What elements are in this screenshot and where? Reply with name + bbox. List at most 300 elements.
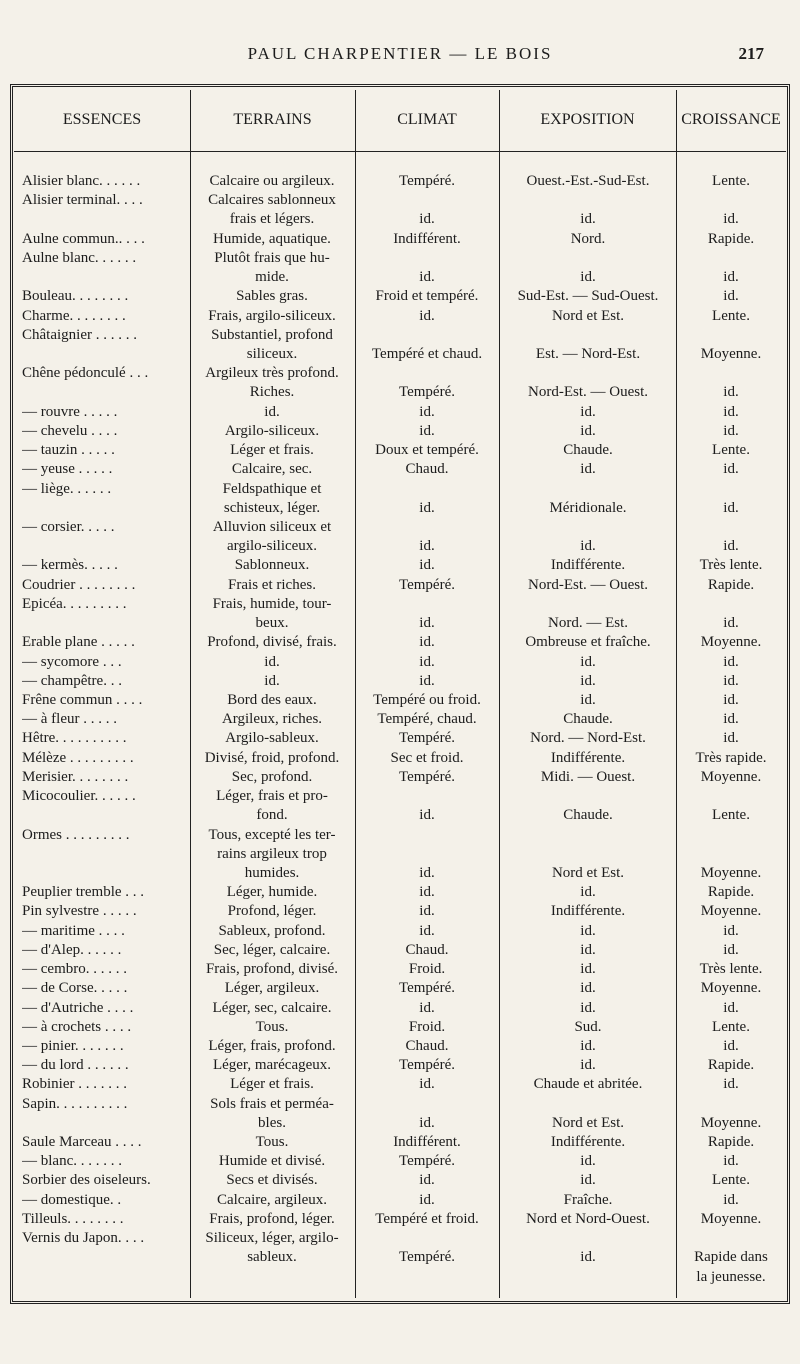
page-header [0,44,800,74]
essence-cell: — rouvre . . . . . [22,403,118,420]
terrain-cell: Substantiel, profond [211,326,333,343]
croissance-cell: Moyenne. [700,980,762,997]
croissance-cell: id. [723,1153,739,1170]
table-row [0,1056,800,1075]
terrain-cell: bles. [258,1114,286,1131]
terrain-cell: Léger, sec, calcaire. [212,999,332,1016]
table-row [0,633,800,652]
table-row [0,1114,800,1133]
croissance-cell: Très lente. [699,961,763,977]
exposition-cell: Nord-Est. — Ouest. [528,384,648,401]
terrain-cell: Bord des eaux. [227,691,317,708]
croissance-cell: id. [723,999,739,1016]
climat-cell: id. [419,269,435,286]
essence-cell: — sycomore . . . [22,653,122,670]
table-row [0,345,800,364]
croissance-cell: id. [723,711,739,728]
table-row [0,230,800,249]
climat-cell: id. [419,864,435,881]
essence-cell: — corsier. . . . . [22,519,115,535]
climat-cell: id. [419,1076,435,1093]
essence-cell: — à fleur . . . . . [22,711,117,728]
table-row [0,1210,800,1229]
essence-cell: Vernis du Japon. . . . [22,1230,145,1247]
terrain-cell: Divisé, froid, profond. [204,749,340,766]
terrain-cell: Plutôt frais que hu- [214,249,330,266]
essence-cell: Robinier . . . . . . . [22,1076,127,1093]
terrain-cell: sableux. [247,1249,297,1266]
climat-cell: id. [419,653,435,670]
croissance-cell: Moyenne. [700,634,762,651]
essence-cell: Alisier blanc. . . . . . [22,173,141,189]
terrain-cell: Calcaire ou argileux. [209,173,335,189]
table-row [0,806,800,825]
climat-cell: Tempéré. [398,730,455,747]
table-row [0,960,800,979]
essence-cell: — liège. . . . . . [22,480,112,497]
exposition-cell: id. [580,269,596,286]
terrain-cell: mide. [255,269,289,286]
croissance-cell: Rapide. [707,576,755,593]
climat-cell: id. [419,807,435,824]
climat-cell: Chaud. [405,1037,449,1054]
table-row [0,749,800,768]
terrain-cell: Frais, humide, tour- [212,595,332,612]
essence-cell: — yeuse . . . . . [22,461,113,478]
climat-cell: id. [419,1114,435,1131]
terrain-cell: Calcaire, sec. [231,461,313,478]
essence-cell: Châtaignier . . . . . . [22,326,137,343]
essence-cell: Chêne pédonculé . . . [22,365,149,382]
essence-cell: Alisier terminal. . . . [22,192,143,209]
table-row [0,710,800,729]
croissance-cell: id. [723,653,739,670]
exposition-cell: id. [580,422,596,439]
table-row [0,1075,800,1094]
table-row [0,441,800,460]
table-row [0,1018,800,1037]
climat-cell: id. [419,1191,435,1208]
terrain-cell: Feldspathique et [222,480,322,497]
climat-cell: id. [419,1172,435,1189]
essence-cell: Saule Marceau . . . . [22,1134,142,1150]
croissance-cell: id. [723,461,739,478]
table-row [0,653,800,672]
essence-cell: Charme. . . . . . . . [22,307,126,324]
table-row [0,576,800,595]
table-row [0,307,800,326]
exposition-cell: Nord-Est. — Ouest. [528,576,648,593]
climat-cell: Tempéré ou froid. [373,691,481,708]
table-row [0,383,800,402]
table-row [0,191,800,210]
exposition-cell: Nord et Nord-Ouest. [526,1210,650,1227]
essence-cell: — blanc. . . . . . . [22,1153,122,1170]
exposition-cell: Chaude. [563,807,613,824]
essence-cell: — à crochets . . . . [22,1018,132,1035]
terrain-cell: Léger, humide. [226,884,318,901]
croissance-cell: Lente. [712,442,750,459]
table-row [0,691,800,710]
exposition-cell: id. [580,461,596,478]
exposition-cell: Indifférente. [550,903,626,920]
exposition-cell: Fraîche. [563,1191,613,1208]
table-row [0,499,800,518]
table-row [0,1171,800,1190]
table-row [0,1191,800,1210]
table-row [0,864,800,883]
table-row [0,1095,800,1114]
essence-cell: Coudrier . . . . . . . . [22,576,136,593]
table-row [0,518,800,537]
terrain-cell: Sols frais et perméa- [210,1095,334,1112]
table-row [0,268,800,287]
essence-cell: Bouleau. . . . . . . . [22,288,129,305]
croissance-cell: Lente. [712,307,750,324]
croissance-cell: Moyenne. [700,1210,762,1227]
terrain-cell: Secs et divisés. [226,1172,318,1189]
terrain-cell: Tous. [255,1018,289,1035]
terrain-cell: frais et légers. [229,211,315,228]
table-row [0,249,800,268]
essence-cell: Aulne blanc. . . . . . [22,249,137,266]
column-header-essences: ESSENCES [62,111,142,128]
exposition-cell: id. [580,1172,596,1189]
terrain-cell: Léger, argileux. [224,980,320,997]
column-header-terrains: TERRAINS [233,111,312,128]
croissance-cell: id. [723,288,739,305]
croissance-cell: Rapide. [707,1057,755,1074]
essence-cell: — pinier. . . . . . . [22,1037,124,1054]
climat-cell: Indifférent. [393,230,461,247]
croissance-cell: Rapide dans [694,1249,768,1266]
exposition-cell: id. [580,980,596,997]
exposition-cell: Midi. — Ouest. [540,768,636,785]
exposition-cell: id. [580,1153,596,1170]
table-row [0,326,800,345]
terrain-cell: Humide, aquatique. [213,230,331,247]
terrain-cell: humides. [244,864,300,881]
croissance-cell: id. [723,1191,739,1208]
table-row [0,1248,800,1267]
croissance-cell: Moyenne. [700,1114,762,1131]
climat-cell: id. [419,557,435,574]
croissance-cell: la jeunesse. [696,1268,766,1285]
climat-cell: Tempéré. [398,384,455,401]
climat-cell: Tempéré. [398,1153,455,1170]
table-row [0,460,800,479]
climat-cell: Tempéré. [398,1249,455,1266]
table-row [0,845,800,864]
croissance-cell: Rapide. [707,230,755,247]
terrain-cell: id. [264,672,280,689]
climat-cell: Tempéré. [398,576,455,593]
climat-cell: Tempéré. [398,1057,455,1074]
table-row [0,826,800,845]
croissance-cell: id. [723,499,739,516]
climat-cell: Tempéré. [398,768,455,785]
terrain-cell: Sec, profond. [231,768,313,785]
terrain-cell: Léger et frais. [230,1076,314,1093]
exposition-cell: Ouest.-Est.-Sud-Est. [526,173,650,189]
table-row [0,1268,800,1287]
essence-cell: Pin sylvestre . . . . . [22,903,137,920]
croissance-cell: id. [723,730,739,747]
table-row [0,210,800,229]
essence-cell: — cembro. . . . . . [22,961,127,977]
terrain-cell: Profond, léger. [227,903,317,920]
table-row [0,902,800,921]
table-row [0,1229,800,1248]
climat-cell: id. [419,903,435,920]
essence-cell: — champêtre. . . [22,672,122,689]
exposition-cell: id. [580,403,596,420]
croissance-cell: id. [723,422,739,439]
table-row [0,614,800,633]
climat-cell: Indifférent. [393,1134,461,1150]
croissance-cell: Lente. [712,1172,750,1189]
exposition-cell: Nord. — Nord-Est. [530,730,646,747]
terrain-cell: argilo-siliceux. [226,538,318,555]
terrain-cell: schisteux, léger. [223,499,321,516]
table-row [0,287,800,306]
essence-cell: Merisier. . . . . . . . [22,768,129,785]
table-row [0,364,800,383]
croissance-cell: id. [723,538,739,555]
exposition-cell: id. [580,922,596,939]
essence-cell: Ormes . . . . . . . . . [22,826,130,843]
croissance-cell: Très lente. [699,557,763,574]
croissance-cell: id. [723,211,739,228]
essence-cell: Peuplier tremble . . . [22,884,145,901]
croissance-cell: id. [723,269,739,286]
climat-cell: id. [419,884,435,901]
croissance-cell: id. [723,1076,739,1093]
croissance-cell: Moyenne. [700,903,762,920]
climat-cell: Froid. [408,1018,446,1035]
climat-cell: Tempéré. [398,173,455,189]
exposition-cell: Nord. [570,230,606,247]
croissance-cell: id. [723,691,739,708]
climat-cell: id. [419,538,435,555]
terrain-cell: Frais, profond, divisé. [205,961,339,977]
climat-cell: id. [419,672,435,689]
exposition-cell: id. [580,941,596,958]
croissance-cell: Moyenne. [700,346,762,362]
essence-cell: — tauzin . . . . . [22,442,115,459]
exposition-cell: Indifférente. [550,557,626,574]
climat-cell: id. [419,403,435,420]
terrain-cell: id. [264,653,280,670]
climat-cell: Tempéré et froid. [375,1210,479,1227]
climat-cell: id. [419,615,435,632]
croissance-cell: Moyenne. [700,768,762,785]
column-header-exposition: EXPOSITION [540,111,635,128]
terrain-cell: Sables gras. [236,288,308,305]
table-row [0,556,800,575]
table-row [0,922,800,941]
exposition-cell: Méridionale. [549,499,627,516]
terrain-cell: siliceux. [246,346,298,362]
terrain-cell: Humide et divisé. [218,1153,326,1170]
climat-cell: id. [419,634,435,651]
essence-cell: Micocoulier. . . . . . [22,788,136,804]
table-row [0,403,800,422]
essence-cell: Aulne commun.. . . . [22,230,145,247]
table-row [0,1152,800,1171]
table-row [0,768,800,787]
exposition-cell: id. [580,961,596,977]
croissance-cell: id. [723,922,739,939]
terrain-cell: Léger, frais, profond. [208,1037,336,1054]
essence-cell: Erable plane . . . . . [22,634,135,651]
terrain-cell: fond. [256,807,288,824]
exposition-cell: id. [580,211,596,228]
terrain-cell: Calcaires sablonneux [208,192,336,209]
climat-cell: Chaud. [405,461,449,478]
croissance-cell: Lente. [712,807,750,824]
essence-cell: — d'Autriche . . . . [22,999,134,1016]
exposition-cell: Nord et Est. [551,307,625,324]
croissance-cell: id. [723,403,739,420]
running-title: PAUL CHARPENTIER — LE BOIS [247,44,553,63]
exposition-cell: Nord et Est. [551,1114,625,1131]
climat-cell: Froid. [408,961,446,977]
exposition-cell: Chaude et abritée. [533,1076,643,1093]
exposition-cell: id. [580,884,596,901]
essence-cell: Frêne commun . . . . [22,691,143,708]
croissance-cell: Très rapide. [695,749,767,766]
terrain-cell: Tous, excepté les ter- [208,826,336,843]
exposition-cell: Ombreuse et fraîche. [525,634,651,651]
terrain-cell: Sableux, profond. [218,922,326,939]
exposition-cell: Est. — Nord-Est. [535,346,641,362]
exposition-cell: Nord. — Est. [548,615,628,632]
table-row [0,480,800,499]
terrain-cell: Calcaire, argileux. [216,1191,328,1208]
terrain-cell: id. [264,403,280,420]
climat-cell: Tempéré, chaud. [377,711,477,728]
croissance-cell: id. [723,941,739,958]
essence-cell: Tilleuls. . . . . . . . [22,1210,124,1227]
exposition-cell: id. [580,1057,596,1074]
exposition-cell: id. [580,999,596,1016]
essence-cell: Sapin. . . . . . . . . . [22,1095,128,1112]
climat-cell: Tempéré. [398,980,455,997]
terrain-cell: Léger, marécageux. [212,1057,332,1074]
table-row [0,1133,800,1152]
exposition-cell: id. [580,653,596,670]
exposition-cell: id. [580,691,596,708]
essence-cell: Mélèze . . . . . . . . . [22,749,134,766]
table-row [0,422,800,441]
terrain-cell: Argileux très profond. [205,365,339,382]
table-row [0,537,800,556]
croissance-cell: id. [723,1037,739,1054]
climat-cell: Doux et tempéré. [375,442,479,459]
climat-cell: id. [419,307,435,324]
terrain-cell: Léger, frais et pro- [216,788,328,804]
terrain-cell: Siliceux, léger, argilo- [205,1230,339,1247]
croissance-cell: id. [723,672,739,689]
terrain-cell: Argilo-sableux. [225,730,319,747]
terrain-cell: Sec, léger, calcaire. [213,941,331,958]
essence-cell: — domestique. . [22,1191,122,1208]
terrain-cell: Argilo-siliceux. [224,422,320,439]
essence-cell: — de Corse. . . . . [22,980,128,997]
essence-cell: Epicéa. . . . . . . . . [22,595,127,612]
exposition-cell: Sud. [574,1018,602,1035]
header-rule [14,151,786,152]
exposition-cell: Chaude. [563,442,613,459]
terrain-cell: Frais, profond, léger. [209,1210,335,1227]
terrain-cell: Profond, divisé, frais. [207,634,337,651]
climat-cell: Chaud. [405,941,449,958]
climat-cell: Froid et tempéré. [375,288,479,305]
terrain-cell: rains argileux trop [217,845,327,862]
terrain-cell: beux. [255,615,289,632]
exposition-cell: Indifférente. [550,749,626,766]
page-number: 217 [738,44,764,63]
table-row [0,729,800,748]
terrain-cell: Argileux, riches. [221,711,323,728]
table-row [0,787,800,806]
croissance-cell: Rapide. [707,1134,755,1150]
climat-cell: id. [419,211,435,228]
croissance-cell: Lente. [712,173,750,189]
croissance-cell: Moyenne. [700,864,762,881]
exposition-cell: id. [580,1249,596,1266]
terrain-cell: Tous. [255,1134,289,1150]
terrain-cell: Riches. [249,384,295,401]
exposition-cell: Indifférente. [550,1134,626,1150]
essence-cell: — d'Alep. . . . . . [22,941,122,958]
column-header-croissance: CROISSANCE [681,111,781,128]
exposition-cell: id. [580,538,596,555]
terrain-cell: Léger et frais. [230,442,314,459]
table-row [0,1037,800,1056]
table-row [0,979,800,998]
essence-cell: — chevelu . . . . [22,422,118,439]
table-row [0,672,800,691]
exposition-cell: id. [580,1037,596,1054]
terrain-cell: Alluvion siliceux et [212,519,332,535]
exposition-cell: id. [580,672,596,689]
climat-cell: id. [419,922,435,939]
exposition-cell: Chaude. [563,711,613,728]
climat-cell: Tempéré et chaud. [371,346,483,362]
croissance-cell: Lente. [712,1018,750,1035]
essence-cell: — du lord . . . . . . [22,1057,129,1074]
climat-cell: id. [419,422,435,439]
climat-cell: id. [419,999,435,1016]
essence-cell: Hêtre. . . . . . . . . . [22,730,127,747]
table-row [0,172,800,191]
terrain-cell: Frais, argilo-siliceux. [208,307,336,324]
column-header-climat: CLIMAT [397,111,457,128]
table-row [0,999,800,1018]
table-row [0,941,800,960]
exposition-cell: Nord et Est. [551,864,625,881]
climat-cell: Sec et froid. [390,749,464,766]
table-row [0,883,800,902]
croissance-cell: id. [723,615,739,632]
terrain-cell: Frais et riches. [228,576,316,593]
exposition-cell: Sud-Est. — Sud-Ouest. [517,288,659,305]
essence-cell: — maritime . . . . [22,922,125,939]
croissance-cell: Rapide. [707,884,755,901]
essence-cell: — kermès. . . . . [22,557,118,574]
